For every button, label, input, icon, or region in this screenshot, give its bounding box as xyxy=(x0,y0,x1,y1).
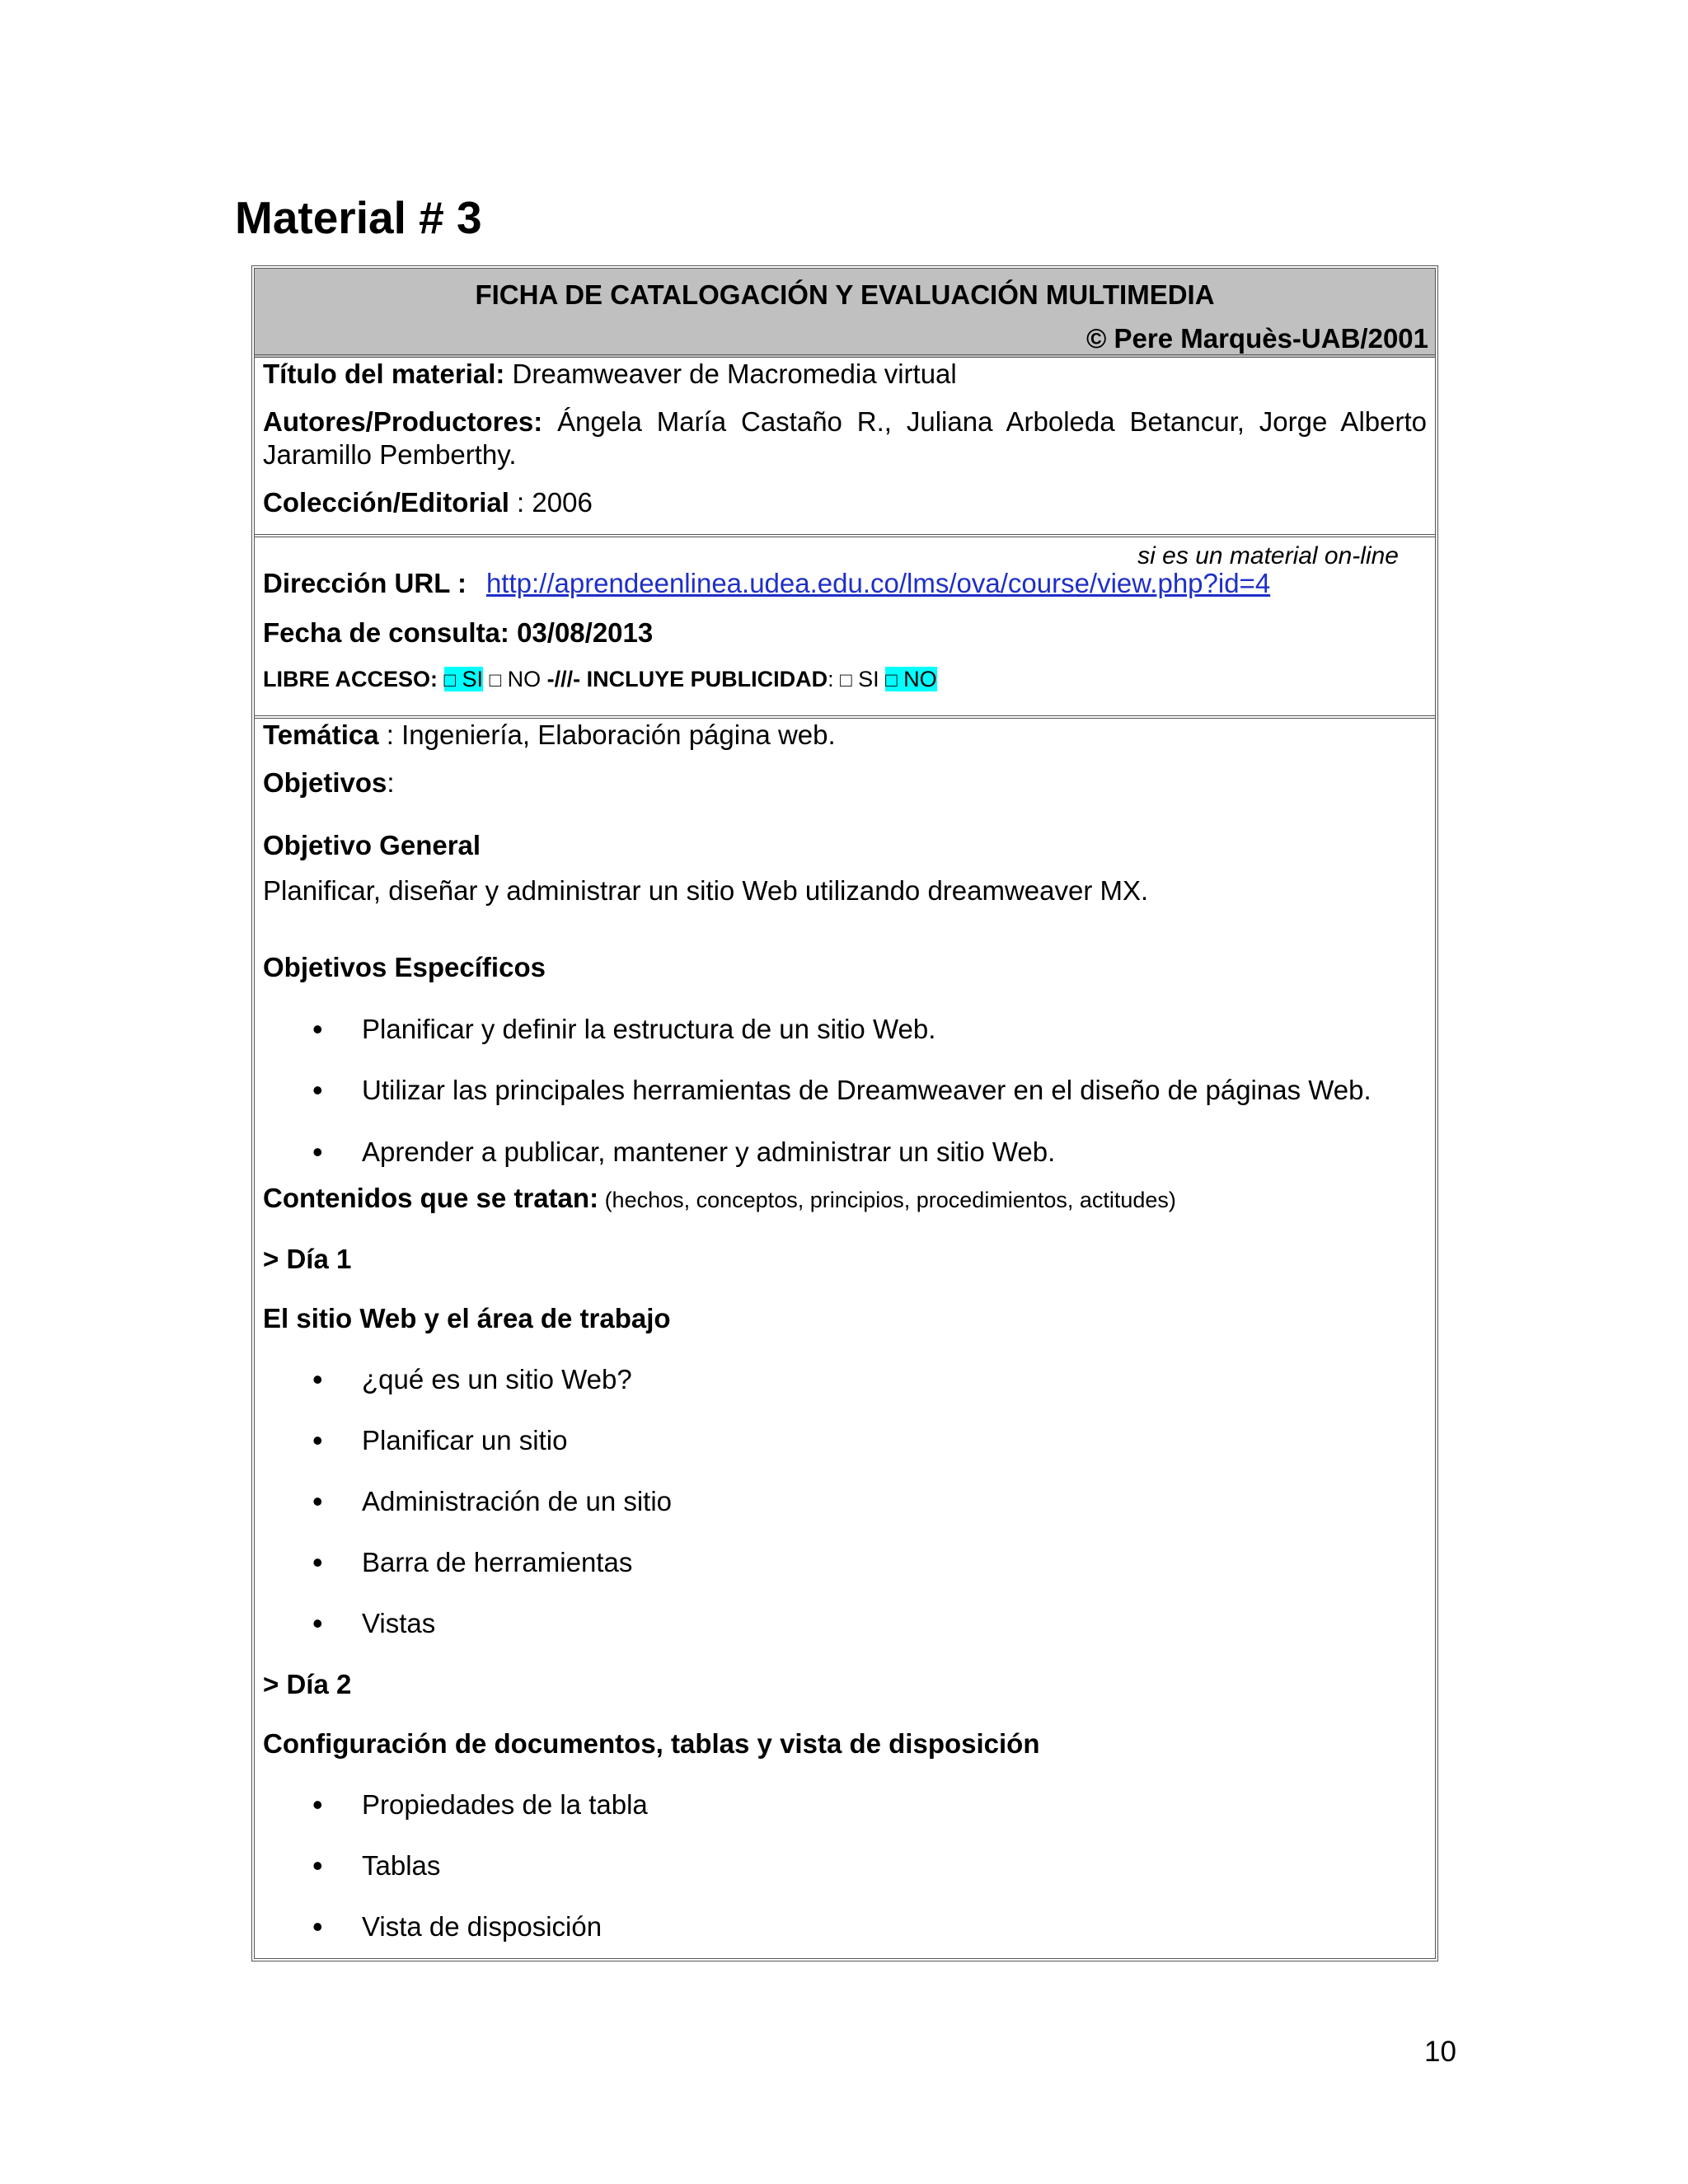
ficha-header xyxy=(255,269,1435,358)
dia1-label: > Día 1 xyxy=(263,1244,352,1274)
url-row xyxy=(263,567,1427,600)
dia2-label: > Día 2 xyxy=(263,1669,352,1699)
objetivos-colon: : xyxy=(387,767,395,798)
page-title: Material # 3 xyxy=(235,192,482,243)
coleccion-value: : 2006 xyxy=(509,487,593,518)
libre-acceso-label: LIBRE ACCESO: xyxy=(263,667,438,691)
list-item: Utilizar las principales herramientas de Dreamweaver en el diseño de páginas Web. xyxy=(362,1075,1372,1105)
contenidos-label: Contenidos que se tratan xyxy=(263,1183,590,1213)
bullet: • xyxy=(312,1910,323,1943)
ficha-table xyxy=(251,265,1438,1961)
coleccion-row xyxy=(263,486,1427,519)
publicidad-label: INCLUYE PUBLICIDAD xyxy=(586,667,828,691)
page-number: 10 xyxy=(1424,2036,1456,2068)
ficha-title: FICHA DE CATALOGACIÓN Y EVALUACIÓN MULTIMEDIA xyxy=(475,279,1215,310)
list-item: Tablas xyxy=(362,1850,441,1881)
libre-si-option[interactable]: □ SI xyxy=(443,667,484,691)
contenidos-row: Contenidos que se tratan: (hechos, conceptos, principios, procedimientos, actitudes) xyxy=(263,1183,1176,1213)
separator: -///- xyxy=(541,667,587,691)
online-section xyxy=(255,537,1435,719)
titulo-label: Título del material: xyxy=(263,359,505,389)
objetivos-especificos-label: Objetivos Específicos xyxy=(263,952,546,982)
autores-value: Ángela María Castaño R., Juliana Arboleda Betancur, Jorge Alberto Jaramillo Pemberthy. xyxy=(263,406,1427,470)
bullet: • xyxy=(312,1012,323,1046)
list-item: Planificar un sitio xyxy=(362,1425,568,1455)
bullet: • xyxy=(312,1484,323,1518)
url-link[interactable]: http://aprendeenlinea.udea.edu.co/lms/ova/course/view.php?id=4 xyxy=(485,568,1271,598)
titulo-value: Dreamweaver de Macromedia virtual xyxy=(504,359,957,389)
objetivos-label: Objetivos xyxy=(263,767,387,798)
autores-row xyxy=(263,405,1427,471)
list-item: ¿qué es un sitio Web? xyxy=(362,1364,632,1394)
material-info-section xyxy=(255,358,1435,537)
publicidad-no-option[interactable]: □ NO xyxy=(885,667,937,691)
online-note: si es un material on-line xyxy=(1137,542,1399,569)
bullet: • xyxy=(312,1545,323,1579)
list-item: Administración de un sitio xyxy=(362,1486,673,1516)
list-item: Vistas xyxy=(362,1608,436,1638)
bullet: • xyxy=(312,1423,323,1457)
copyright-text: © Pere Marquès-UAB/2001 xyxy=(1086,323,1428,354)
url-label: Dirección URL : xyxy=(263,568,467,598)
checkbox-icon: □ xyxy=(443,669,457,691)
tematica-value: : Ingeniería, Elaboración página web. xyxy=(378,719,836,750)
dia1-title: El sitio Web y el área de trabajo xyxy=(263,1303,671,1333)
fecha-consulta: Fecha de consulta: 03/08/2013 xyxy=(263,617,654,648)
bullet: • xyxy=(312,1788,323,1821)
list-item: Propiedades de la tabla xyxy=(362,1789,648,1820)
bullet: • xyxy=(312,1362,323,1396)
bullet: • xyxy=(312,1849,323,1882)
objetivo-general-label: Objetivo General xyxy=(263,830,481,860)
list-item: Vista de disposición xyxy=(362,1911,603,1942)
bullet: • xyxy=(312,1135,323,1169)
list-item: Planificar y definir la estructura de un sitio Web. xyxy=(362,1014,936,1044)
checkbox-icon: □ xyxy=(840,669,852,691)
checkbox-icon: □ xyxy=(885,669,898,691)
checkbox-icon: □ xyxy=(489,669,502,691)
contenidos-note: (hechos, conceptos, principios, procedimientos, actitudes) xyxy=(598,1188,1176,1212)
tematica-row xyxy=(263,719,1427,752)
coleccion-label: Colección/Editorial xyxy=(263,487,509,518)
publicidad-colon: : xyxy=(828,667,834,691)
list-item: Aprender a publicar, mantener y administrar un sitio Web. xyxy=(362,1137,1056,1167)
titulo-row xyxy=(263,358,1427,391)
acceso-row xyxy=(263,663,1427,697)
publicidad-si-option[interactable]: □ SI xyxy=(840,667,879,691)
libre-no-option[interactable]: □ NO xyxy=(489,667,542,691)
autores-label: Autores/Productores: xyxy=(263,406,543,437)
objetivo-general-text: Planificar, diseñar y administrar un sitio Web utilizando dreamweaver MX. xyxy=(263,875,1149,906)
list-item: Barra de herramientas xyxy=(362,1547,633,1577)
objetivos-row xyxy=(263,766,1427,799)
bullet: • xyxy=(312,1606,323,1640)
bullet: • xyxy=(312,1073,323,1107)
tematica-label: Temática xyxy=(263,719,379,750)
dia2-title: Configuración de documentos, tablas y vista de disposición xyxy=(263,1728,1040,1759)
